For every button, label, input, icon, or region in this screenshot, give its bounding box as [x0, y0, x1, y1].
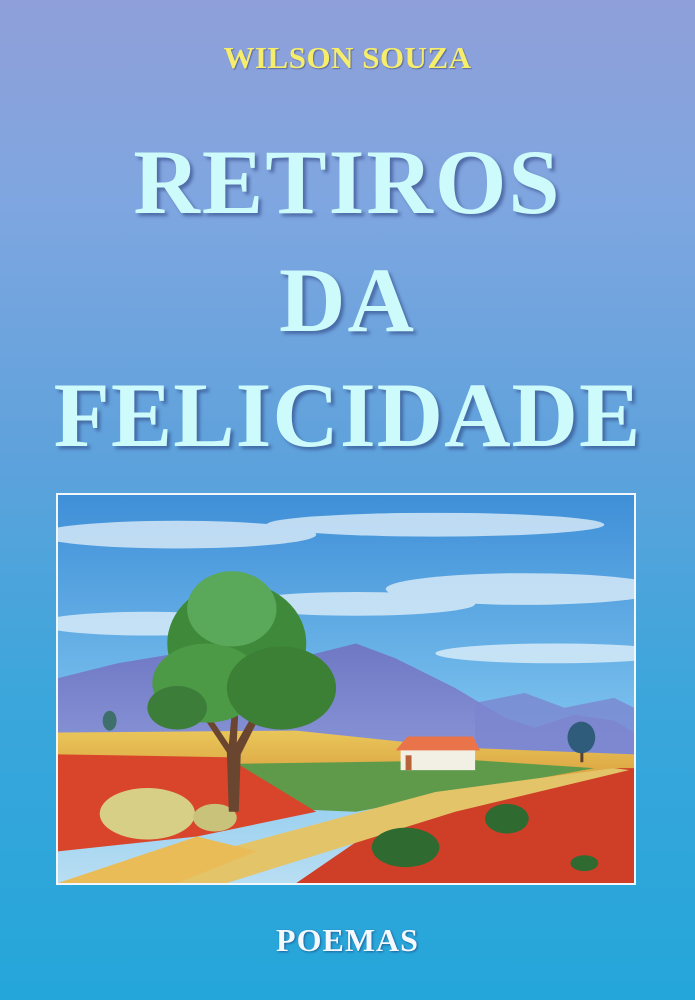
- landscape-painting-icon: [58, 495, 634, 883]
- subtitle: POEMAS: [276, 922, 419, 958]
- title-line-3: FELICIDADE: [53, 364, 642, 466]
- author-name: WILSON SOUZA: [223, 40, 472, 75]
- farm-house: [396, 737, 480, 771]
- title-line-1: RETIROS: [133, 131, 562, 233]
- title-line-2: DA: [279, 249, 416, 351]
- landscape-painting: [56, 493, 636, 885]
